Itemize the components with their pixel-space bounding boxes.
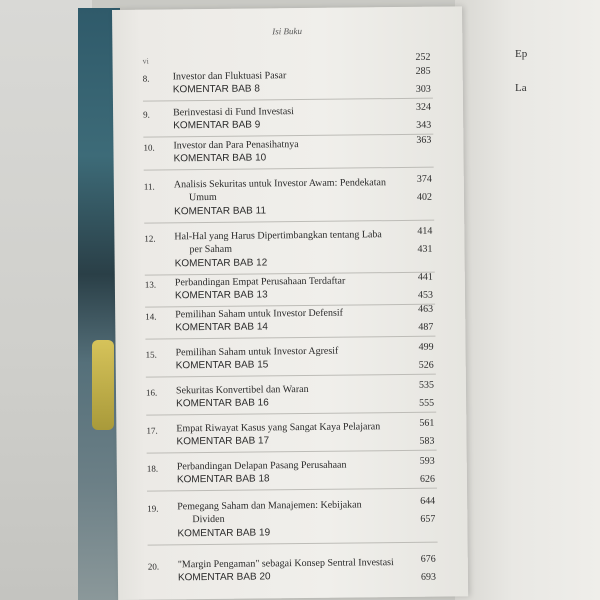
chapter-title: Pemilihan Saham untuk Investor Agresif bbox=[175, 345, 339, 359]
chapter-number: 11. bbox=[143, 181, 155, 192]
chapter-number: 9. bbox=[143, 109, 150, 120]
chapter-commentary: KOMENTAR BAB 19 bbox=[177, 527, 271, 540]
entry-divider bbox=[145, 304, 435, 308]
entry-divider bbox=[147, 488, 437, 492]
page-number: 463 bbox=[418, 303, 434, 315]
page-number: 285 bbox=[415, 65, 431, 77]
chapter-number: 10. bbox=[143, 142, 155, 153]
chapter-title-continued: Umum bbox=[188, 191, 217, 204]
page-number: 324 bbox=[415, 101, 432, 113]
chapter-commentary: KOMENTAR BAB 15 bbox=[175, 359, 269, 372]
page-number: 487 bbox=[418, 321, 434, 333]
chapter-title-continued: per Saham bbox=[189, 243, 233, 256]
chapter-title: Empat Riwayat Kasus yang Sangat Kaya Pelajaran bbox=[176, 421, 381, 435]
facing-page-text-2: La bbox=[515, 82, 527, 94]
chapter-number: 8. bbox=[142, 73, 150, 84]
chapter-number: 20. bbox=[147, 561, 160, 572]
chapter-commentary: KOMENTAR BAB 13 bbox=[174, 289, 268, 302]
page-number: 657 bbox=[420, 513, 436, 525]
chapter-number: 13. bbox=[144, 279, 157, 290]
page-number: 374 bbox=[416, 173, 432, 185]
entry-divider bbox=[143, 98, 433, 102]
entry-divider bbox=[146, 412, 436, 416]
page-number: 363 bbox=[416, 134, 432, 146]
chapter-commentary: KOMENTAR BAB 14 bbox=[175, 321, 269, 334]
entry-divider bbox=[146, 374, 436, 378]
chapter-commentary: KOMENTAR BAB 12 bbox=[174, 257, 268, 270]
chapter-number: 16. bbox=[145, 387, 158, 398]
entry-divider bbox=[148, 542, 438, 546]
chapter-number: 15. bbox=[145, 349, 157, 360]
entry-divider bbox=[145, 272, 435, 276]
facing-page-text-1: Ep bbox=[515, 48, 528, 60]
page-folio: vi bbox=[142, 56, 149, 66]
page-number: 644 bbox=[420, 495, 436, 507]
chapter-commentary: KOMENTAR BAB 8 bbox=[172, 83, 260, 96]
chapter-commentary: KOMENTAR BAB 17 bbox=[176, 435, 270, 448]
chapter-number: 14. bbox=[145, 311, 157, 322]
chapter-title: Pemilihan Saham untuk Investor Defensif bbox=[175, 307, 343, 321]
chapter-title: Analisis Sekuritas untuk Investor Awam: Pendekatan bbox=[173, 177, 386, 191]
page-number: 414 bbox=[417, 225, 433, 237]
page-number: 499 bbox=[418, 341, 434, 353]
chapter-number: 19. bbox=[147, 503, 159, 514]
chapter-number: 17. bbox=[146, 425, 158, 436]
chapter-title: Perbandingan Delapan Pasang Perusahaan bbox=[176, 459, 347, 473]
chapter-commentary: KOMENTAR BAB 16 bbox=[176, 397, 269, 410]
entry-divider bbox=[143, 134, 433, 138]
page-number: 431 bbox=[417, 243, 433, 255]
chapter-title-continued: Dividen bbox=[192, 513, 225, 526]
chapter-title: "Margin Pengaman" sebagai Konsep Sentral Investasi bbox=[177, 557, 394, 571]
page-number: 303 bbox=[415, 83, 431, 95]
chapter-title: Investor dan Para Penasihatnya bbox=[173, 139, 299, 152]
chapter-title: Sekuritas Konvertibel dan Waran bbox=[175, 383, 309, 397]
page-number: 693 bbox=[420, 571, 437, 583]
chapter-title: Pemegang Saham dan Manajemen: Kebijakan bbox=[177, 499, 362, 513]
page-number: 593 bbox=[419, 455, 435, 467]
facing-page bbox=[455, 0, 600, 600]
chapter-commentary: KOMENTAR BAB 18 bbox=[176, 473, 270, 486]
page-number: 583 bbox=[419, 435, 435, 447]
chapter-commentary: KOMENTAR BAB 10 bbox=[173, 152, 267, 165]
page-number: 343 bbox=[416, 119, 432, 131]
chapter-commentary: KOMENTAR BAB 20 bbox=[177, 571, 271, 584]
chapter-title: Berinvestasi di Fund Investasi bbox=[173, 106, 294, 119]
running-head: Isi Buku bbox=[272, 26, 303, 37]
chapter-commentary: KOMENTAR BAB 11 bbox=[174, 205, 267, 218]
page-number: 252 bbox=[415, 51, 431, 63]
entry-divider bbox=[145, 336, 435, 340]
book-cover-detail bbox=[92, 340, 114, 430]
chapter-number: 18. bbox=[146, 463, 159, 474]
entry-divider bbox=[144, 220, 434, 224]
page-number: 402 bbox=[416, 191, 433, 203]
entry-divider bbox=[144, 167, 434, 171]
page-number: 453 bbox=[417, 289, 434, 301]
page-number: 626 bbox=[419, 473, 435, 485]
chapter-title: Investor dan Fluktuasi Pasar bbox=[172, 70, 287, 83]
page-number: 561 bbox=[419, 417, 435, 429]
page-number: 526 bbox=[418, 359, 434, 371]
chapter-number: 12. bbox=[144, 233, 156, 244]
chapter-commentary: KOMENTAR BAB 9 bbox=[173, 119, 261, 132]
chapter-title: Perbandingan Empat Perusahaan Terdaftar bbox=[174, 275, 346, 289]
page-number: 555 bbox=[419, 397, 435, 409]
page-number: 535 bbox=[418, 379, 435, 391]
table-of-contents-page bbox=[112, 6, 468, 600]
page-number: 441 bbox=[417, 271, 433, 283]
page-number: 676 bbox=[420, 553, 436, 565]
entry-divider bbox=[147, 450, 437, 454]
chapter-title: Hal-Hal yang Harus Dipertimbangkan tentang Laba bbox=[174, 229, 382, 243]
